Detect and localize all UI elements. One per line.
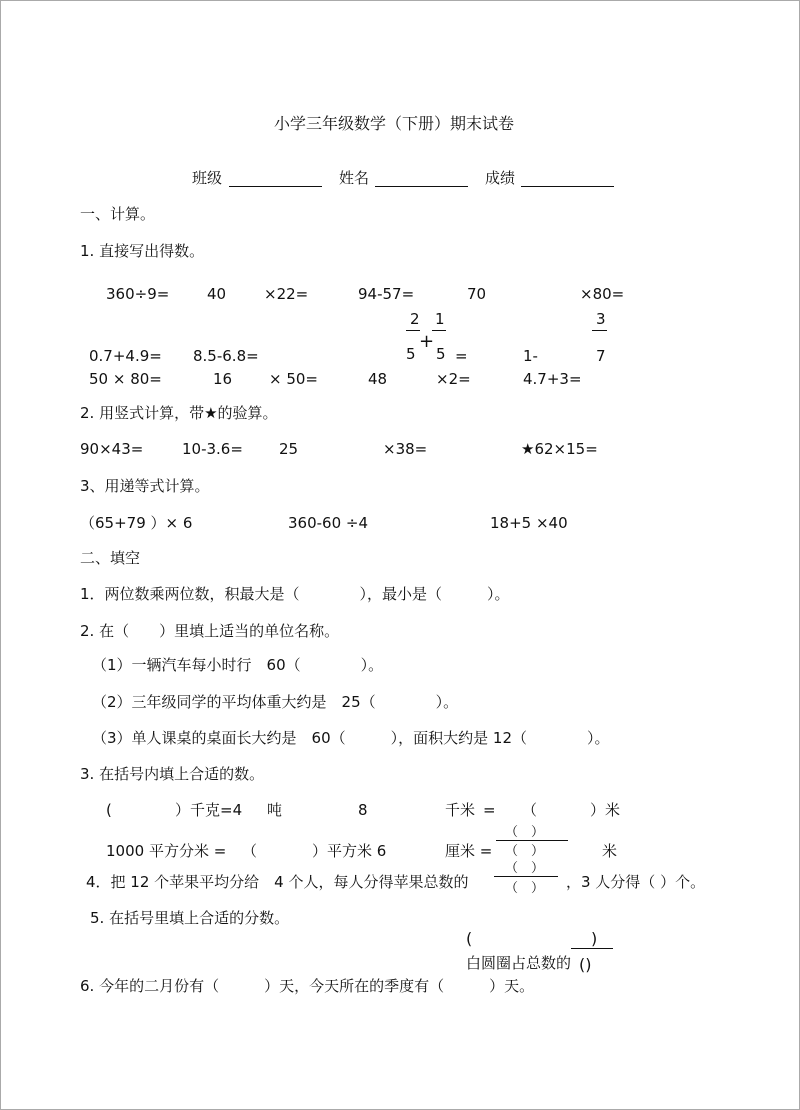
calc-item: 94-57= xyxy=(358,285,415,303)
calc-item: ×2= xyxy=(436,370,471,388)
page-title: 小学三年级数学（下册）期末试卷 xyxy=(274,114,515,133)
calc-item: ★62×15= xyxy=(521,440,598,458)
paren-left: ( xyxy=(466,929,473,948)
calc-item: 40 xyxy=(207,285,227,303)
fill-item: ( xyxy=(106,801,112,819)
score-label: 成绩 xyxy=(485,169,516,187)
calc-item: 25 xyxy=(279,440,299,458)
fill-item: （ xyxy=(242,842,258,860)
s1-q2-label: 2. 用竖式计算，带★的验算。 xyxy=(80,404,278,422)
section1-heading: 一、计算。 xyxy=(80,205,156,223)
s2-q1: 1．两位数乘两位数，积最大是（ ），最小是（ ）。 xyxy=(80,585,510,603)
s2-q3-label: 3. 在括号内填上合适的数。 xyxy=(80,765,265,783)
equals-sign: = xyxy=(455,347,468,365)
calc-item: ×22= xyxy=(264,285,309,303)
calc-item: 4.7+3= xyxy=(523,370,582,388)
fill-item: ）米 xyxy=(590,801,621,819)
calc-item: 360÷9= xyxy=(106,285,170,303)
fill-item: = xyxy=(483,801,496,819)
fraction-denominator: () xyxy=(579,955,592,974)
fraction-numerator: （ ） xyxy=(505,861,545,876)
fraction-bar xyxy=(406,330,420,331)
calc-item: ×38= xyxy=(383,440,428,458)
fill-item: ）平方米 6 xyxy=(312,842,387,860)
s2-q2-c: （3）单人课桌的桌面长大约是 60（ ），面积大约是 12（ ）。 xyxy=(92,729,610,747)
fraction-denominator: （ ） xyxy=(505,881,545,896)
calc-item: 50 × 80= xyxy=(89,370,162,388)
calc-item: （65+79 ）× 6 xyxy=(80,514,193,532)
s2-q2-b: （2）三年级同学的平均体重大约是 25（ ）。 xyxy=(92,693,459,711)
s2-q2-label: 2. 在（ ）里填上适当的单位名称。 xyxy=(80,622,340,640)
fill-item: 厘米 = xyxy=(445,842,493,860)
calc-item: 70 xyxy=(467,285,487,303)
calc-item: 90×43= xyxy=(80,440,144,458)
fraction-numerator: 3 xyxy=(596,310,606,328)
calc-item: 0.7+4.9= xyxy=(89,347,162,365)
fraction-bar xyxy=(496,840,568,841)
fraction-denominator: 5 xyxy=(436,345,446,363)
paren-right: ) xyxy=(591,929,598,948)
fraction-bar xyxy=(494,876,558,877)
class-label: 班级 xyxy=(192,169,223,187)
fraction-bar xyxy=(571,948,613,949)
calc-item: 16 xyxy=(213,370,233,388)
fraction-denominator: （ ） xyxy=(505,844,545,859)
fraction-numerator: （ ） xyxy=(505,825,545,840)
calc-item: 10-3.6= xyxy=(182,440,243,458)
name-field[interactable] xyxy=(375,170,468,187)
fraction-denominator: 5 xyxy=(406,345,416,363)
calc-item: × 50= xyxy=(269,370,318,388)
fraction-denominator: 7 xyxy=(596,347,606,365)
fill-item: 吨 xyxy=(267,801,283,819)
s2-q4: 4．把 12 个苹果平均分给 4 个人，每人分得苹果总数的 xyxy=(86,873,469,891)
s2-q4-tail: ，3 人分得（ ）个。 xyxy=(566,873,706,891)
score-field[interactable] xyxy=(521,170,614,187)
s2-q5: 5. 在括号里填上合适的分数。 xyxy=(90,909,290,927)
s2-q6: 6. 今年的二月份有（ ）天，今天所在的季度有（ ）天。 xyxy=(80,977,535,995)
calc-item: 360-60 ÷4 xyxy=(288,514,369,532)
fill-item: 千米 xyxy=(445,801,476,819)
section2-heading: 二、填空 xyxy=(80,549,141,567)
fill-item: 1000 平方分米 = xyxy=(106,842,227,860)
calc-item: 1- xyxy=(523,347,538,365)
s2-q5-caption: 白圆圈占总数的 xyxy=(466,954,572,972)
fraction-numerator: 2 xyxy=(410,310,420,328)
calc-item: 8.5-6.8= xyxy=(193,347,259,365)
s1-q3-label: 3、用递等式计算。 xyxy=(80,477,210,495)
fill-item: 8 xyxy=(358,801,368,819)
class-field[interactable] xyxy=(229,170,322,187)
fill-item: ）千克=4 xyxy=(175,801,243,819)
name-label: 姓名 xyxy=(339,169,370,187)
fill-item: 米 xyxy=(602,842,618,860)
fill-item: （ xyxy=(522,801,538,819)
s1-q1-label: 1. 直接写出得数。 xyxy=(80,242,205,260)
calc-item: 18+5 ×40 xyxy=(490,514,568,532)
plus-sign: + xyxy=(419,331,435,352)
fraction-bar xyxy=(592,330,607,331)
calc-item: 48 xyxy=(368,370,388,388)
fraction-bar xyxy=(432,330,446,331)
fraction-numerator: 1 xyxy=(435,310,445,328)
calc-item: ×80= xyxy=(580,285,625,303)
s2-q2-a: （1）一辆汽车每小时行 60（ ）。 xyxy=(92,656,384,674)
